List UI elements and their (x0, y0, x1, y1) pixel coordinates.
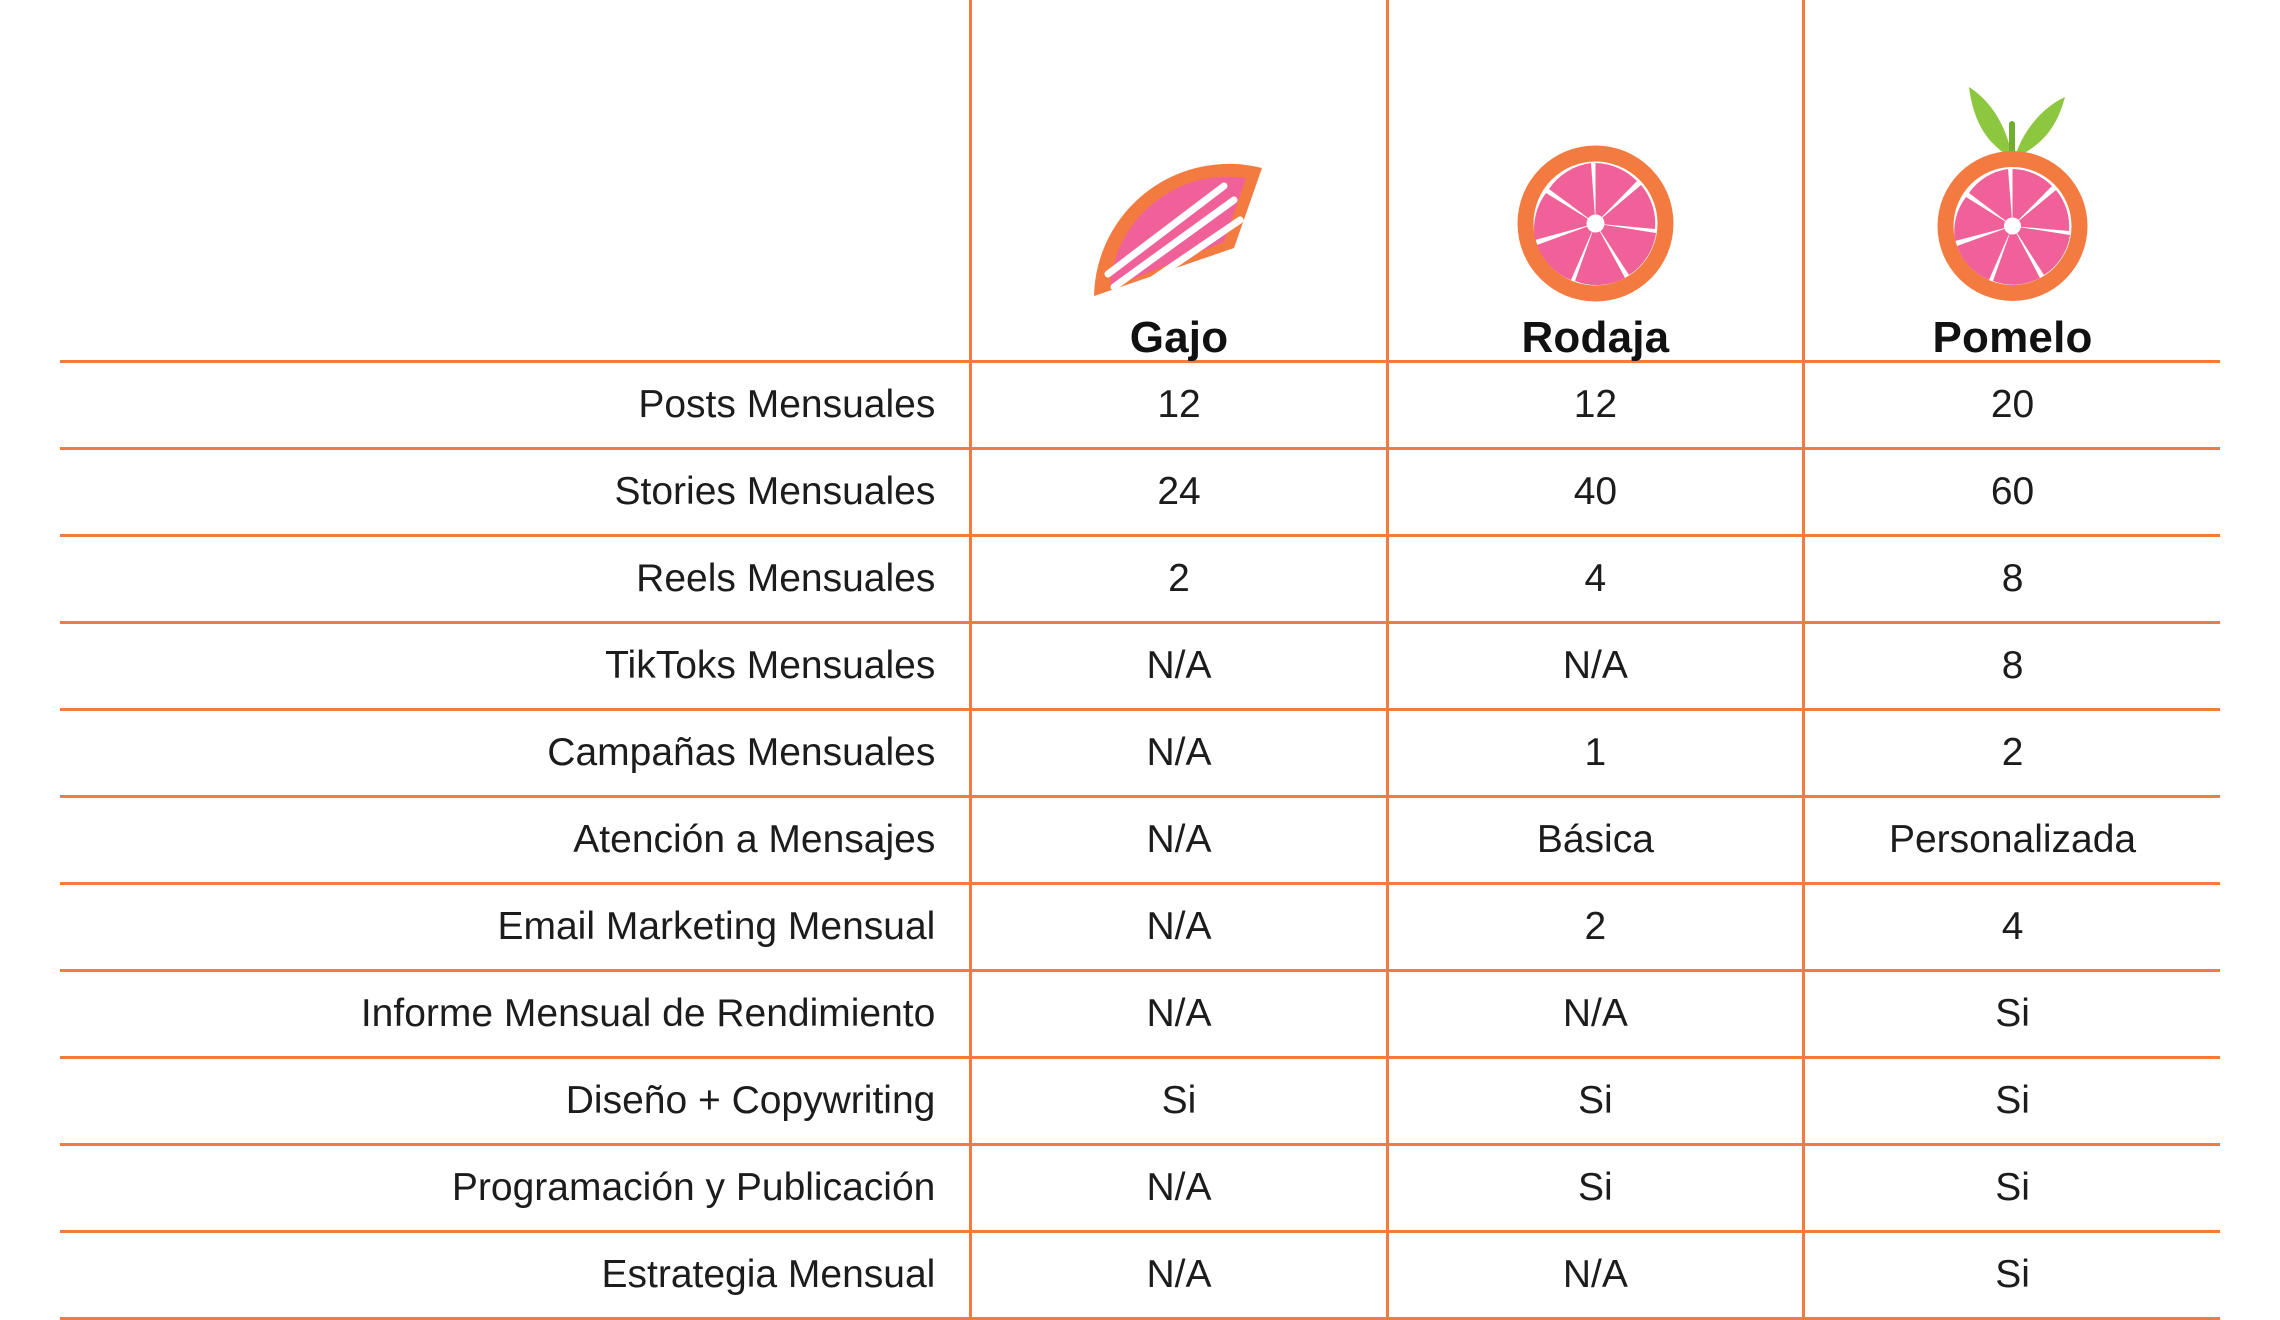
table-row (60, 1145, 2220, 1232)
header-plan-pomelo (1804, 0, 2220, 362)
value-pomelo: 8 (1804, 623, 2220, 710)
feature-label: Programación y Publicación (60, 1145, 971, 1232)
value-pomelo: Si (1804, 971, 2220, 1058)
value-rodaja: Básica (1387, 797, 1803, 884)
table-row (60, 971, 2220, 1058)
value-rodaja: 1 (1387, 710, 1803, 797)
value-rodaja: N/A (1387, 971, 1803, 1058)
value-gajo: N/A (971, 1145, 1387, 1232)
feature-label: TikToks Mensuales (60, 623, 971, 710)
value-gajo: N/A (971, 797, 1387, 884)
value-rodaja: 2 (1387, 884, 1803, 971)
value-gajo: N/A (971, 971, 1387, 1058)
plan-name-rodaja: Rodaja (1521, 313, 1670, 362)
value-rodaja: 40 (1387, 449, 1803, 536)
value-gajo: N/A (971, 710, 1387, 797)
grapefruit-slice-icon (1389, 56, 1802, 316)
feature-label: Informe Mensual de Rendimiento (60, 971, 971, 1058)
value-pomelo: Si (1804, 1232, 2220, 1319)
value-rodaja: Si (1387, 1058, 1803, 1145)
value-gajo: N/A (971, 884, 1387, 971)
header-feature-cell (60, 0, 971, 362)
value-rodaja: N/A (1387, 1232, 1803, 1319)
value-gajo: 2 (971, 536, 1387, 623)
value-pomelo: Si (1804, 1145, 2220, 1232)
value-gajo: N/A (971, 1232, 1387, 1319)
value-gajo: 12 (971, 362, 1387, 449)
feature-label: Atención a Mensajes (60, 797, 971, 884)
plan-name-gajo: Gajo (1129, 313, 1229, 362)
table-row (60, 536, 2220, 623)
value-pomelo: Si (1804, 1058, 2220, 1145)
feature-label: Posts Mensuales (60, 362, 971, 449)
header-plan-gajo (971, 0, 1387, 362)
table-row (60, 1058, 2220, 1145)
value-gajo: 24 (971, 449, 1387, 536)
table-row (60, 797, 2220, 884)
value-gajo: N/A (971, 623, 1387, 710)
table-row (60, 884, 2220, 971)
value-rodaja: Si (1387, 1145, 1803, 1232)
table-row (60, 449, 2220, 536)
value-pomelo: 4 (1804, 884, 2220, 971)
table-row (60, 362, 2220, 449)
value-pomelo: 60 (1804, 449, 2220, 536)
value-gajo: Si (971, 1058, 1387, 1145)
value-rodaja: 12 (1387, 362, 1803, 449)
table-row (60, 710, 2220, 797)
table-row (60, 623, 2220, 710)
feature-label: Diseño + Copywriting (60, 1058, 971, 1145)
table-row (60, 1232, 2220, 1319)
feature-label: Reels Mensuales (60, 536, 971, 623)
value-pomelo: 2 (1804, 710, 2220, 797)
plan-comparison-table (60, 0, 2220, 1320)
header-plan-rodaja (1387, 0, 1803, 362)
value-pomelo: Personalizada (1804, 797, 2220, 884)
whole-grapefruit-icon (1805, 56, 2220, 316)
feature-label: Campañas Mensuales (60, 710, 971, 797)
feature-label: Stories Mensuales (60, 449, 971, 536)
value-rodaja: 4 (1387, 536, 1803, 623)
table-header-row (60, 0, 2220, 362)
value-rodaja: N/A (1387, 623, 1803, 710)
value-pomelo: 20 (1804, 362, 2220, 449)
feature-label: Estrategia Mensual (60, 1232, 971, 1319)
grapefruit-wedge-icon (972, 56, 1385, 316)
value-pomelo: 8 (1804, 536, 2220, 623)
feature-label: Email Marketing Mensual (60, 884, 971, 971)
plan-name-pomelo: Pomelo (1932, 313, 2093, 362)
